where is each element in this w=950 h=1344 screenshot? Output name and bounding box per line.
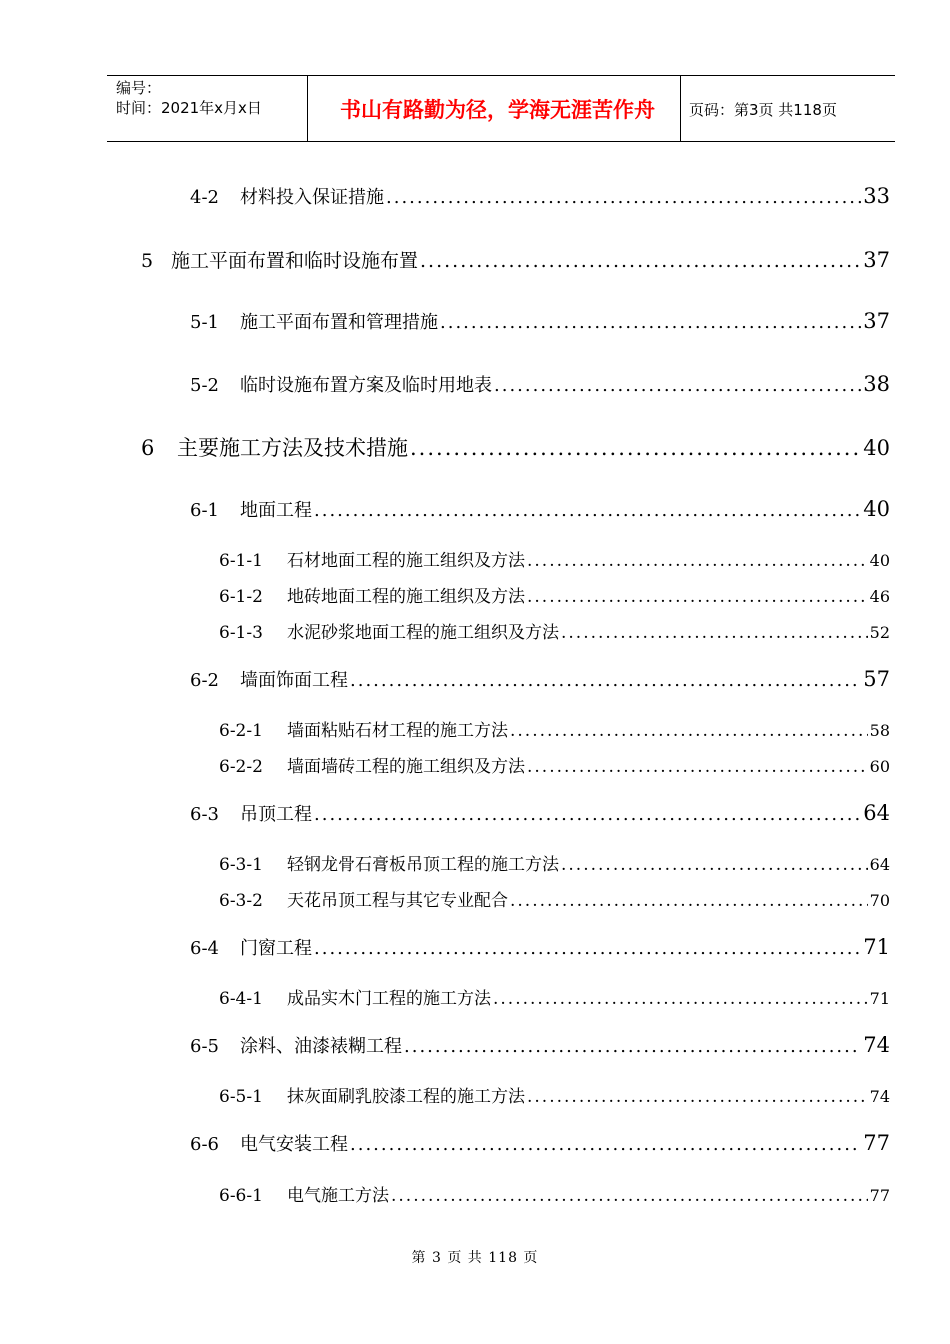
toc-entry-page: 74 <box>863 1033 890 1057</box>
toc-entry-number: 6-4 <box>190 938 219 959</box>
header-bottom-rule <box>107 141 895 142</box>
toc-entry-title: 天花吊顶工程与其它专业配合 <box>287 891 508 911</box>
toc-entry-title: 成品实木门工程的施工方法 <box>287 989 491 1009</box>
toc-entry-title: 施工平面布置和临时设施布置 <box>171 250 419 272</box>
toc-entry-page: 52 <box>869 623 890 642</box>
toc-leader-dots <box>314 938 861 959</box>
toc-entry[interactable] <box>219 886 890 911</box>
toc-leader-dots <box>561 855 868 875</box>
toc-entry-title: 电气安装工程 <box>240 1134 348 1155</box>
toc-entry-number: 6-2-2 <box>219 757 263 777</box>
toc-entry-title: 门窗工程 <box>240 938 312 959</box>
header-meta <box>116 78 306 118</box>
toc-leader-dots <box>391 1186 868 1206</box>
toc-entry-title: 主要施工方法及技术措施 <box>177 436 408 460</box>
toc-leader-dots <box>314 804 861 825</box>
toc-entry[interactable] <box>190 934 890 960</box>
toc-entry-page: 70 <box>869 891 890 910</box>
toc-leader-dots <box>527 757 868 777</box>
toc-leader-dots <box>440 312 861 333</box>
toc-leader-dots <box>527 587 868 607</box>
toc-entry-title: 墙面饰面工程 <box>240 670 348 691</box>
toc-entry-number: 5-1 <box>190 312 219 333</box>
toc-entry-number: 6-4-1 <box>219 989 263 1009</box>
toc-leader-dots <box>527 551 868 571</box>
toc-entry-number: 6-3-2 <box>219 891 263 911</box>
toc-entry-number: 6-1-3 <box>219 623 263 643</box>
toc-entry-page: 46 <box>869 587 890 606</box>
toc-leader-dots <box>494 375 861 396</box>
toc-entry-number: 6-6-1 <box>219 1186 263 1206</box>
toc-entry[interactable] <box>190 308 890 334</box>
header-time-label: 时间：2021年x月x日 <box>116 99 262 117</box>
toc-leader-dots <box>314 500 861 521</box>
toc-entry[interactable] <box>190 183 890 209</box>
toc-leader-dots <box>527 1087 868 1107</box>
page-footer: 第 3 页 共 118 页 <box>411 1250 539 1266</box>
toc-entry-title: 临时设施布置方案及临时用地表 <box>240 375 492 396</box>
header-divider-right <box>680 75 681 141</box>
toc-leader-dots <box>510 721 868 741</box>
toc-entry-page: 77 <box>863 1131 890 1155</box>
toc-entry-page: 40 <box>869 551 890 570</box>
toc-entry-title: 施工平面布置和管理措施 <box>240 312 438 333</box>
toc-entry[interactable] <box>219 984 890 1009</box>
toc-entry[interactable] <box>219 716 890 741</box>
toc-entry-number: 6-3 <box>190 804 219 825</box>
toc-entry-number: 6-3-1 <box>219 855 263 875</box>
header-divider-left <box>307 75 308 141</box>
toc-entry[interactable] <box>190 666 890 692</box>
toc-entry[interactable] <box>219 850 890 875</box>
toc-entry-number: 6 <box>141 436 155 460</box>
toc-entry[interactable] <box>219 582 890 607</box>
toc-entry-page: 40 <box>863 497 890 521</box>
toc-entry-title: 地砖地面工程的施工组织及方法 <box>287 587 525 607</box>
toc-entry[interactable] <box>190 496 890 522</box>
toc-leader-dots <box>420 250 861 272</box>
header-motto: 书山有路勤为径，学海无涯苦作舟 <box>340 98 655 122</box>
toc-entry-number: 6-1 <box>190 500 219 521</box>
toc-entry-title: 水泥砂浆地面工程的施工组织及方法 <box>287 623 559 643</box>
toc-entry-number: 6-5 <box>190 1036 219 1057</box>
toc-entry-page: 37 <box>863 248 890 272</box>
toc-entry[interactable] <box>219 546 890 571</box>
toc-entry-number: 6-5-1 <box>219 1087 263 1107</box>
toc-entry[interactable] <box>219 618 890 643</box>
toc-entry-title: 抹灰面刷乳胶漆工程的施工方法 <box>287 1087 525 1107</box>
toc-entry-number: 6-2 <box>190 670 219 691</box>
toc-entry-page: 64 <box>869 855 890 874</box>
toc-entry-page: 60 <box>869 757 890 776</box>
toc-entry-page: 74 <box>869 1087 890 1106</box>
toc-entry-number: 5-2 <box>190 375 219 396</box>
toc-entry-number: 6-1-2 <box>219 587 263 607</box>
toc-leader-dots <box>510 891 868 911</box>
toc-entry-number: 4-2 <box>190 187 219 208</box>
header-number-label: 编号： <box>116 79 162 97</box>
toc-entry-title: 轻钢龙骨石膏板吊顶工程的施工方法 <box>287 855 559 875</box>
toc-entry[interactable] <box>190 1130 890 1156</box>
toc-leader-dots <box>410 436 861 460</box>
toc-entry-title: 石材地面工程的施工组织及方法 <box>287 551 525 571</box>
header-page-info: 页码：第3页 共118页 <box>689 101 837 119</box>
toc-entry-title: 墙面墙砖工程的施工组织及方法 <box>287 757 525 777</box>
toc-entry-page: 33 <box>863 184 890 208</box>
toc-leader-dots <box>561 623 868 643</box>
toc-entry-title: 吊顶工程 <box>240 804 312 825</box>
toc-entry[interactable] <box>219 1181 890 1206</box>
toc-entry-page: 57 <box>863 667 890 691</box>
toc-leader-dots <box>404 1036 861 1057</box>
toc-entry-page: 71 <box>863 935 890 959</box>
header-top-rule <box>107 75 895 76</box>
toc-entry-number: 6-1-1 <box>219 551 263 571</box>
toc-entry-page: 37 <box>863 309 890 333</box>
toc-entry-page: 64 <box>863 801 890 825</box>
toc-entry-title: 电气施工方法 <box>287 1186 389 1206</box>
toc-entry-number: 6-6 <box>190 1134 219 1155</box>
toc-entry[interactable] <box>190 371 890 397</box>
toc-entry-title: 材料投入保证措施 <box>240 187 384 208</box>
toc-entry-number: 6-2-1 <box>219 721 263 741</box>
toc-entry-page: 40 <box>863 436 890 460</box>
toc-entry-page: 38 <box>863 372 890 396</box>
toc-leader-dots <box>493 989 868 1009</box>
toc-entry[interactable] <box>141 432 890 462</box>
toc-entry-page: 77 <box>869 1186 890 1205</box>
toc-entry[interactable] <box>190 800 890 826</box>
toc-entry-number: 5 <box>141 250 154 272</box>
toc-leader-dots <box>350 1134 861 1155</box>
toc-entry-page: 71 <box>869 989 890 1008</box>
toc-entry-title: 地面工程 <box>240 500 312 521</box>
toc-entry[interactable] <box>141 246 890 273</box>
toc-entry[interactable] <box>190 1032 890 1058</box>
toc-entry-title: 墙面粘贴石材工程的施工方法 <box>287 721 508 741</box>
toc-entry[interactable] <box>219 752 890 777</box>
toc-entry-title: 涂料、油漆裱糊工程 <box>240 1036 402 1057</box>
toc-entry-page: 58 <box>869 721 890 740</box>
toc-leader-dots <box>386 187 861 208</box>
toc-leader-dots <box>350 670 861 691</box>
toc-entry[interactable] <box>219 1082 890 1107</box>
